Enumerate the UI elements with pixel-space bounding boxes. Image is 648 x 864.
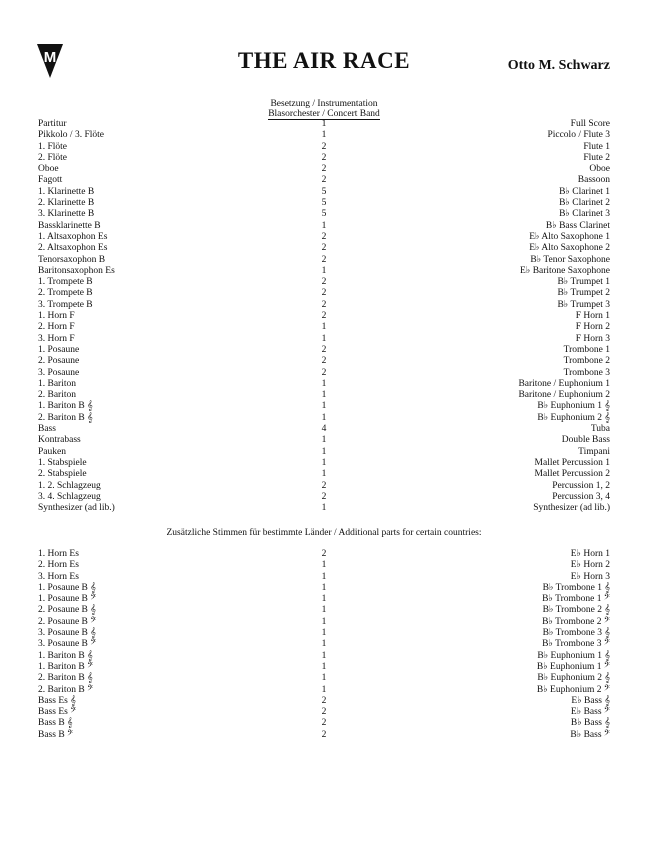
part-row [38,605,610,616]
part-row [38,379,610,390]
part-row [38,142,610,153]
additional-parts-list [38,549,610,741]
part-count: 1 [321,628,327,639]
part-name-german: Pikkolo / 3. Flöte [38,130,104,141]
part-name-german: Tenorsaxophon B [38,254,106,265]
part-count: 1 [321,378,327,389]
part-row [38,707,610,718]
part-count: 4 [321,424,327,435]
svg-text:M: M [43,49,57,66]
part-name-german: 2. Klarinette B [38,198,95,209]
part-count: 2 [321,707,327,718]
part-count: 1 [321,322,327,333]
part-row [38,469,610,480]
part-name-english: Full Score [570,119,610,129]
part-row [38,187,610,198]
part-name-english: F Horn 2 [575,322,610,333]
part-name-german: Partitur [38,119,67,129]
part-name-english: B♭ Trombone 3 𝄢 [542,639,610,650]
part-name-english: B♭ Euphonium 1 𝄞 [537,401,610,412]
part-name-english: Tuba [590,424,610,435]
part-name-english: B♭ Trombone 2 𝄢 [542,616,610,627]
part-name-german: 2. Flöte [38,152,68,163]
part-count: 5 [321,198,327,209]
part-name-german: 1. Posaune B 𝄢 [38,594,97,605]
part-name-german: 2. Posaune B 𝄢 [38,616,97,627]
part-row [38,424,610,435]
part-name-english: B♭ Bass 𝄢 [570,729,610,740]
part-count: 2 [321,549,327,559]
part-row [38,730,610,741]
part-name-german: 2. Posaune B 𝄞 [38,605,96,616]
part-count: 2 [321,344,327,355]
part-name-german: Pauken [38,446,66,457]
part-name-english: Oboe [589,164,610,175]
part-name-english: Baritone / Euphonium 2 [518,390,610,401]
part-name-english: B♭ Tenor Saxophone [530,254,610,265]
part-count: 5 [321,209,327,220]
part-name-english: B♭ Euphonium 2 𝄞 [537,673,610,684]
part-row [38,718,610,729]
part-row [38,175,610,186]
part-name-english: B♭ Trumpet 2 [557,288,610,299]
part-name-german: 2. Posaune [38,356,80,367]
part-name-german: 2. Horn F [38,322,75,333]
part-name-english: E♭ Baritone Saxophone [520,265,610,276]
part-name-german: Bass B 𝄢 [38,729,74,740]
part-count: 2 [321,311,327,322]
part-name-german: 1. Bariton B 𝄞 [38,401,93,412]
part-count: 1 [321,582,327,593]
part-name-english: Synthesizer (ad lib.) [533,503,610,514]
part-name-german: Bass [38,424,56,435]
part-count: 1 [321,412,327,423]
part-name-german: 3. 4. Schlagzeug [38,491,101,502]
part-name-german: 3. Posaune [38,367,80,378]
part-count: 1 [321,571,327,582]
part-row [38,401,610,412]
part-count: 1 [321,469,327,480]
part-name-german: Synthesizer (ad lib.) [38,503,115,514]
instrumentation-heading: Besetzung / Instrumentation [270,99,378,109]
part-name-english: E♭ Horn 3 [570,571,610,582]
part-name-german: Bassklarinette B [38,220,101,231]
part-name-english: B♭ Clarinet 3 [559,209,610,220]
ensemble-heading: Blasorchester / Concert Band [268,109,380,119]
part-name-german: 1. Flöte [38,141,68,152]
part-count: 2 [321,367,327,378]
part-name-german: 3. Posaune B 𝄢 [38,639,97,650]
part-name-english: Trombone 2 [563,356,610,367]
part-count: 1 [321,333,327,344]
part-name-german: Kontrabass [38,435,81,446]
part-name-german: 1. Bariton B 𝄞 [38,650,93,661]
part-name-english: B♭ Clarinet 2 [559,198,610,209]
part-count: 1 [321,503,327,514]
composer-name: Otto M. Schwarz [507,58,610,73]
part-name-english: B♭ Euphonium 1 𝄢 [536,661,610,672]
part-name-english: Mallet Percussion 1 [534,457,610,468]
part-count: 2 [321,164,327,175]
part-row [38,696,610,707]
part-row [38,221,610,232]
part-name-english: E♭ Alto Saxophone 2 [529,243,610,254]
part-name-english: Bassoon [577,175,610,186]
part-count: 2 [321,175,327,186]
part-count: 5 [321,186,327,197]
part-name-english: Double Bass [561,435,610,446]
part-row [38,311,610,322]
part-name-english: Timpani [578,446,610,457]
part-row [38,492,610,503]
part-row [38,300,610,311]
part-name-german: 2. Bariton B 𝄞 [38,673,93,684]
part-row [38,243,610,254]
part-row [38,130,610,141]
part-name-german: 1. Bariton B 𝄢 [38,661,94,672]
part-row [38,458,610,469]
part-count: 2 [321,491,327,502]
part-name-english: Flute 1 [583,141,610,152]
part-count: 2 [321,288,327,299]
part-name-german: Bass Es 𝄞 [38,695,76,706]
part-name-english: B♭ Trumpet 3 [557,299,610,310]
part-row [38,435,610,446]
part-row [38,368,610,379]
part-row [38,390,610,401]
part-count: 1 [321,435,327,446]
part-row [38,232,610,243]
part-name-english: E♭ Bass 𝄞 [571,695,610,706]
part-name-english: E♭ Alto Saxophone 1 [529,231,610,242]
part-name-english: B♭ Trombone 3 𝄞 [542,628,610,639]
part-name-english: B♭ Euphonium 2 𝄢 [536,684,610,695]
part-row [38,594,610,605]
part-row [38,266,610,277]
part-name-german: 2. Trompete B [38,288,93,299]
part-name-german: 2. Bariton B 𝄞 [38,412,93,423]
part-name-german: 2. Bariton B 𝄢 [38,684,94,695]
part-name-german: Fagott [38,175,63,186]
part-count: 1 [321,673,327,684]
part-name-german: 1. Stabspiele [38,457,87,468]
part-name-english: E♭ Horn 2 [570,560,610,571]
part-row [38,617,610,628]
part-name-german: 1. Horn F [38,311,75,322]
part-name-english: E♭ Bass 𝄢 [570,707,610,718]
part-row [38,481,610,492]
part-name-english: B♭ Clarinet 1 [559,186,610,197]
part-row [38,628,610,639]
part-count: 2 [321,277,327,288]
part-row [38,356,610,367]
part-count: 2 [321,231,327,242]
part-row [38,345,610,356]
part-count: 1 [321,446,327,457]
additional-parts-heading: Zusätzliche Stimmen für bestimmte Länder / Additional parts for certain countries: [166,528,482,538]
part-count: 1 [321,650,327,661]
part-row [38,503,610,514]
part-count: 2 [321,243,327,254]
part-count: 1 [321,661,327,672]
part-name-german: 3. Klarinette B [38,209,95,220]
part-count: 1 [321,265,327,276]
part-name-german: 1. Posaune B 𝄞 [38,582,96,593]
part-row [38,447,610,458]
part-row [38,209,610,220]
part-row [38,662,610,673]
part-count: 1 [321,605,327,616]
part-name-english: B♭ Euphonium 2 𝄞 [537,412,610,423]
part-row [38,255,610,266]
part-row [38,673,610,684]
part-row [38,413,610,424]
part-count: 1 [321,684,327,695]
part-name-german: Baritonsaxophon Es [38,265,115,276]
part-name-german: 1. 2. Schlagzeug [38,480,101,491]
part-count: 2 [321,695,327,706]
part-row [38,119,610,130]
part-name-german: 3. Posaune B 𝄞 [38,628,96,639]
part-count: 1 [321,130,327,141]
part-row [38,583,610,594]
part-name-english: B♭ Bass Clarinet [545,220,610,231]
part-name-german: 1. Altsaxophon Es [38,231,108,242]
part-count: 1 [321,616,327,627]
part-name-english: B♭ Trombone 1 𝄞 [542,582,610,593]
part-name-english: Percussion 1, 2 [552,480,610,491]
part-row [38,334,610,345]
part-row [38,288,610,299]
part-count: 1 [321,220,327,231]
part-name-german: 1. Klarinette B [38,186,95,197]
part-count: 2 [321,718,327,729]
part-name-german: Bass B 𝄞 [38,718,73,729]
instrumentation-list [38,119,610,514]
part-row [38,549,610,560]
part-row [38,164,610,175]
part-count: 2 [321,299,327,310]
part-name-english: E♭ Horn 1 [570,549,610,559]
part-count: 1 [321,560,327,571]
part-count: 2 [321,356,327,367]
part-name-english: F Horn 1 [575,311,610,322]
part-row [38,651,610,662]
part-name-german: 1. Posaune [38,344,80,355]
part-name-german: 3. Horn F [38,333,75,344]
part-name-english: Baritone / Euphonium 1 [518,378,610,389]
part-name-english: B♭ Euphonium 1 𝄞 [537,650,610,661]
part-name-english: Mallet Percussion 2 [534,469,610,480]
part-row [38,277,610,288]
part-count: 2 [321,480,327,491]
part-row [38,572,610,583]
part-count: 2 [321,152,327,163]
part-count: 2 [321,254,327,265]
part-name-english: B♭ Trombone 1 𝄢 [542,594,610,605]
part-name-german: 1. Trompete B [38,277,93,288]
part-name-german: 3. Horn Es [38,571,79,582]
part-count: 1 [321,457,327,468]
part-name-german: Oboe [38,164,59,175]
part-count: 1 [321,390,327,401]
part-row [38,560,610,571]
part-name-english: B♭ Trombone 2 𝄞 [542,605,610,616]
part-row [38,685,610,696]
part-name-german: 2. Horn Es [38,560,79,571]
part-row [38,639,610,650]
part-name-english: Flute 2 [583,152,610,163]
part-name-english: Trombone 1 [563,344,610,355]
part-count: 1 [321,119,327,129]
part-name-german: 1. Bariton [38,378,76,389]
part-name-english: B♭ Trumpet 1 [557,277,610,288]
part-name-english: Percussion 3, 4 [552,491,610,502]
part-count: 2 [321,141,327,152]
part-name-german: Bass Es 𝄢 [38,707,77,718]
part-count: 2 [321,729,327,740]
part-name-german: 2. Bariton [38,390,76,401]
part-count: 1 [321,401,327,412]
part-name-german: 2. Stabspiele [38,469,87,480]
part-count: 1 [321,639,327,650]
part-name-english: Trombone 3 [563,367,610,378]
part-name-german: 1. Horn Es [38,549,79,559]
part-name-english: B♭ Bass 𝄞 [570,718,610,729]
part-row [38,153,610,164]
page-title: THE AIR RACE [237,48,411,73]
part-name-english: Piccolo / Flute 3 [547,130,610,141]
part-count: 1 [321,594,327,605]
part-row [38,322,610,333]
part-name-english: F Horn 3 [575,333,610,344]
part-name-german: 3. Trompete B [38,299,93,310]
part-name-german: 2. Altsaxophon Es [38,243,108,254]
part-row [38,198,610,209]
